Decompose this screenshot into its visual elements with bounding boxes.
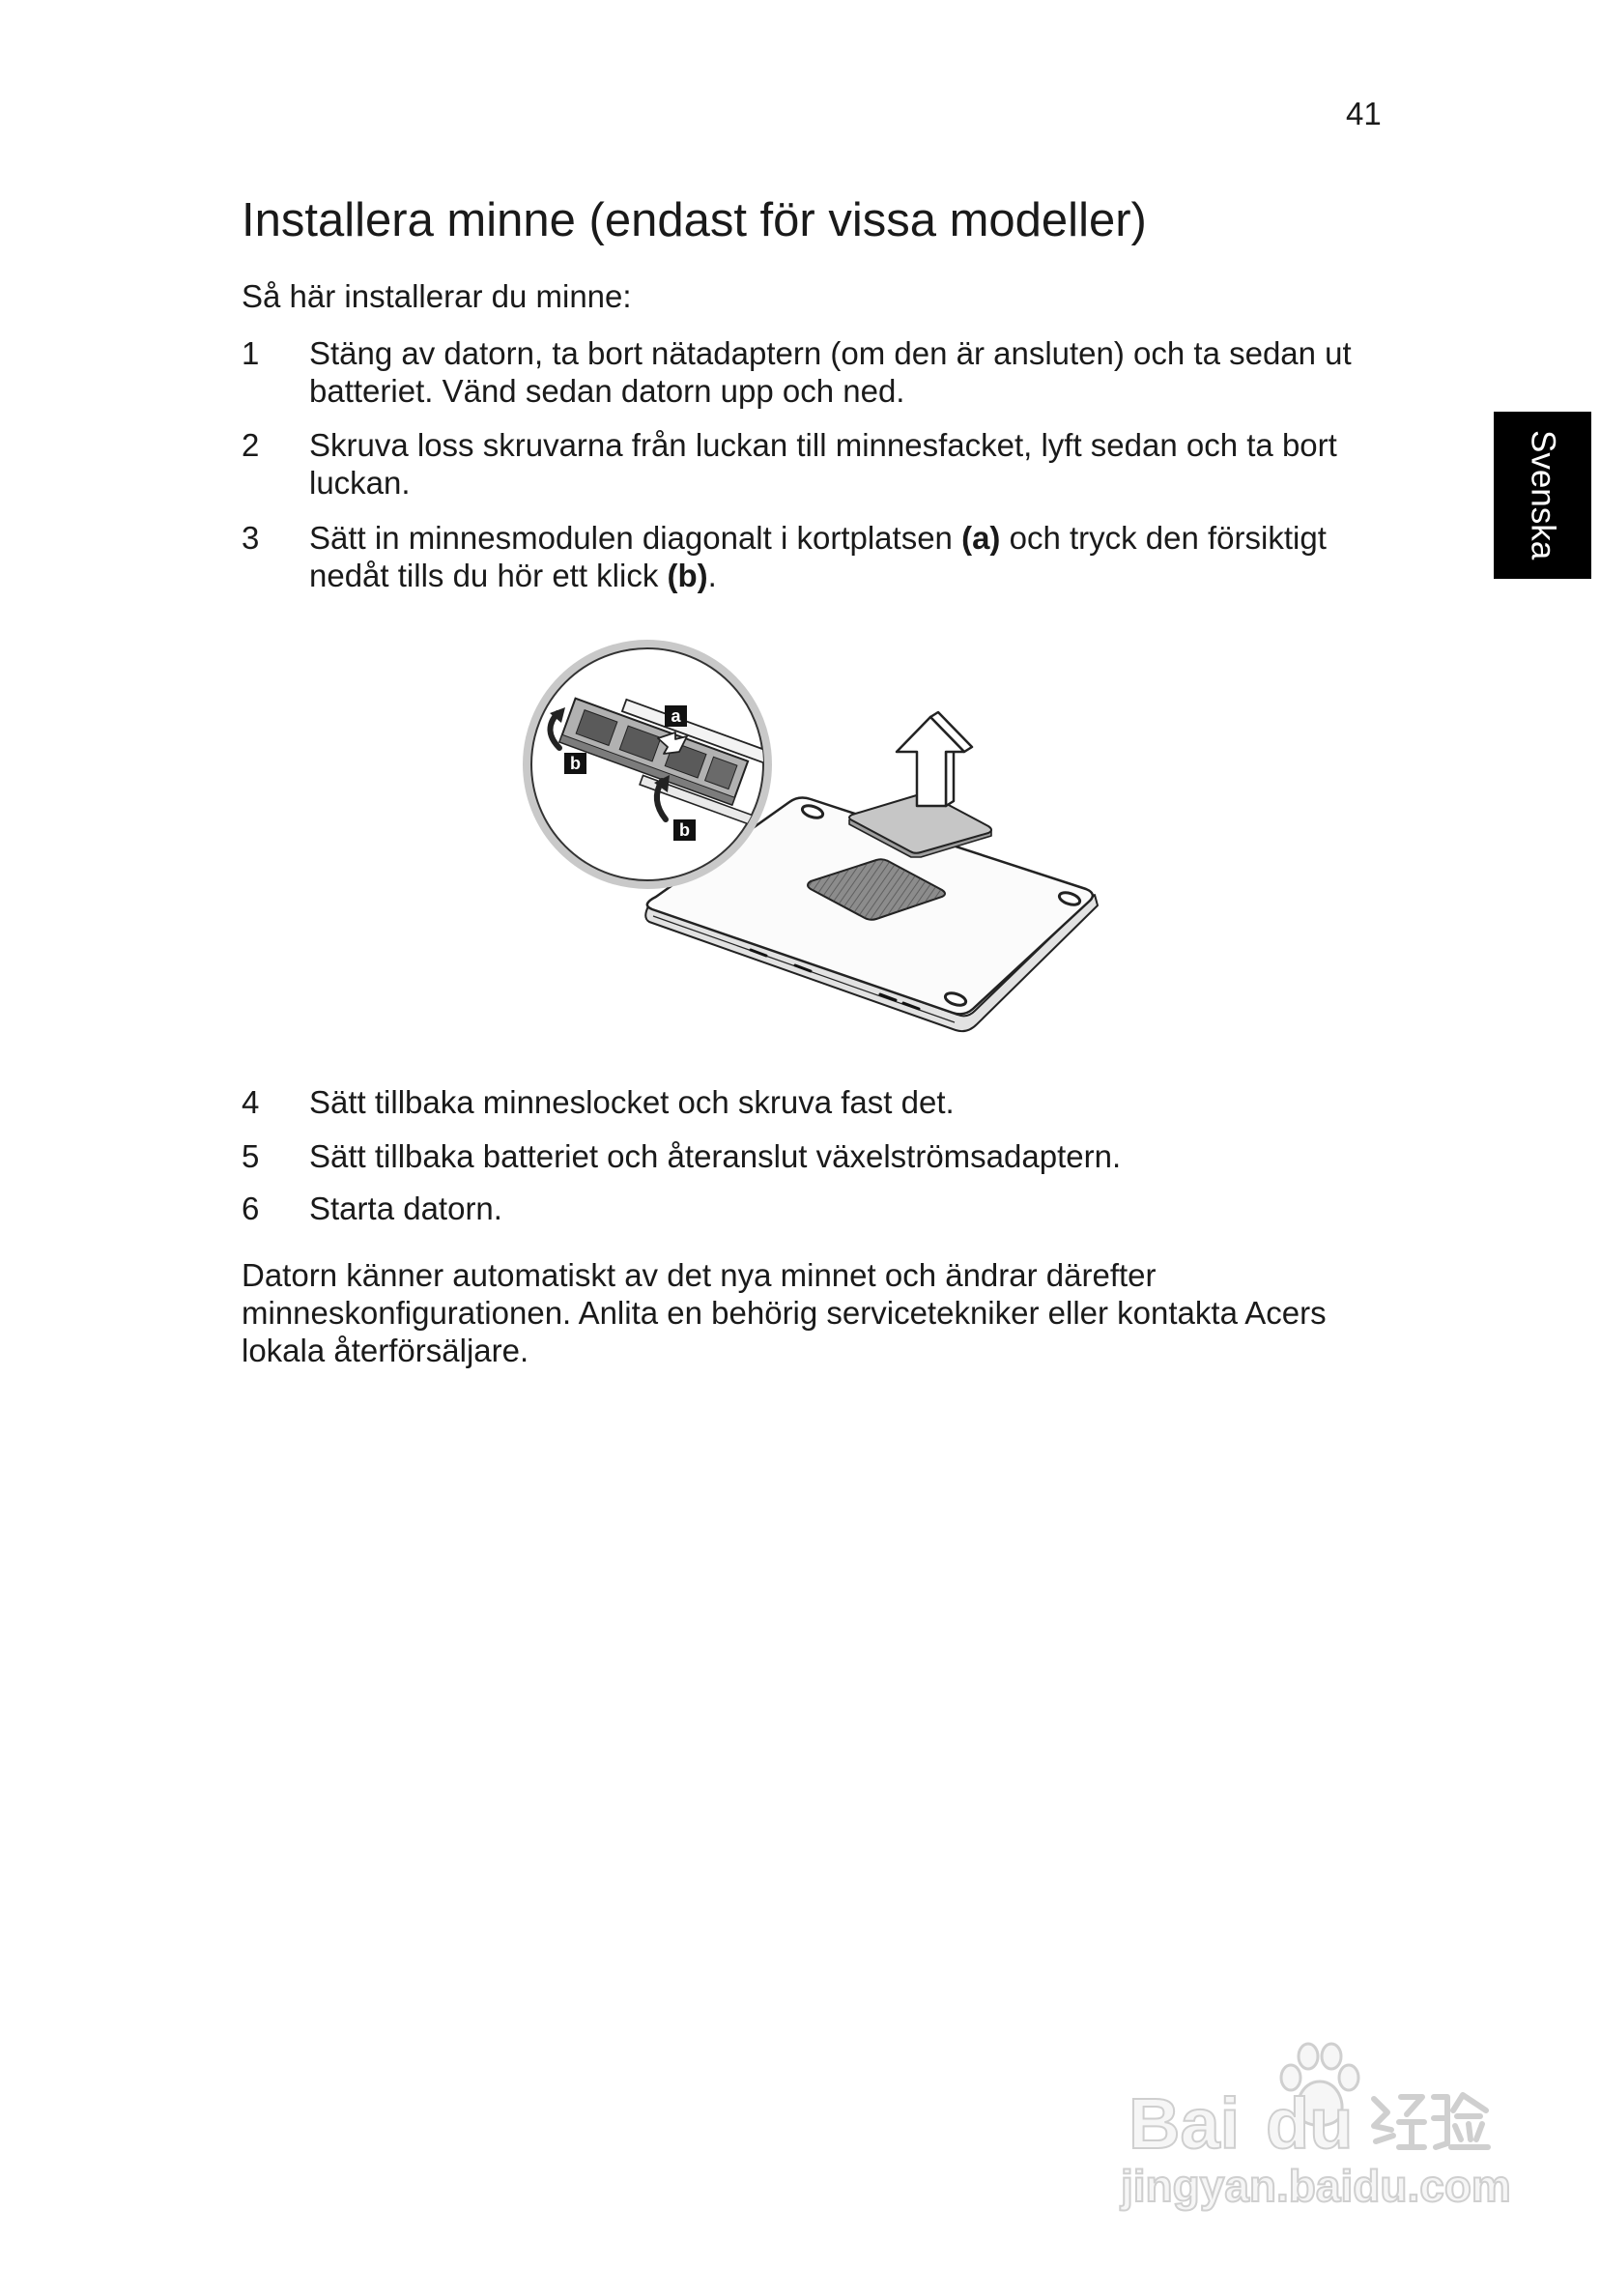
paragraph-line: minneskonfigurationen. Anlita en behörig servicetekniker eller kontakta Acers — [242, 1295, 1327, 1331]
step-text — [309, 426, 1440, 502]
step-text-segment: . — [707, 558, 717, 593]
step-line: luckan. — [309, 465, 411, 501]
up-arrow-icon — [897, 712, 972, 806]
label-b — [673, 819, 696, 841]
step-line: Sätt tillbaka minneslocket och skruva fast det. — [309, 1084, 955, 1120]
step-number: 4 — [242, 1084, 260, 1120]
step-text — [309, 334, 1440, 410]
step-number: 2 — [242, 427, 260, 463]
intro-line: Så här installerar du minne: — [242, 278, 632, 314]
step-4 — [242, 1083, 1440, 1121]
step-5 — [242, 1137, 1440, 1175]
step-text-segment: Sätt in minnesmodulen diagonalt i kortplatsen — [309, 520, 962, 556]
step-number: 5 — [242, 1138, 260, 1174]
language-tab-label: Svenska — [1524, 430, 1562, 560]
label-b — [564, 753, 586, 774]
language-tab — [1494, 412, 1591, 579]
memory-install-illustration — [521, 640, 1100, 1038]
step-line — [309, 519, 1440, 557]
step-text-segment: nedåt tills du hör ett klick — [309, 558, 668, 593]
step-1 — [242, 334, 1440, 410]
step-text-segment: och tryck den försiktigt — [1000, 520, 1327, 556]
step-6 — [242, 1190, 1440, 1227]
label-a — [665, 705, 687, 727]
intro-text — [242, 277, 1440, 315]
label-reference-b: (b) — [667, 558, 708, 593]
step-text — [309, 1137, 1440, 1175]
watermark-brand: du — [1266, 2083, 1354, 2164]
label-b-text: b — [679, 820, 690, 840]
label-b-text: b — [570, 754, 581, 773]
step-line: Sätt tillbaka batteriet och återanslut växelströmsadaptern. — [309, 1138, 1122, 1174]
paragraph-line: Datorn känner automatiskt av det nya minnet och ändrar därefter — [242, 1257, 1157, 1293]
step-text — [309, 519, 1440, 594]
step-3 — [242, 519, 1440, 594]
step-line: Stäng av datorn, ta bort nätadaptern (om den är ansluten) och ta sedan ut — [309, 335, 1352, 371]
page-number: 41 — [1346, 96, 1382, 131]
step-2 — [242, 426, 1440, 502]
step-number: 6 — [242, 1191, 260, 1226]
watermark-url: jingyan.baidu.com — [1121, 2161, 1511, 2211]
closing-paragraph — [242, 1256, 1440, 1369]
step-line: Starta datorn. — [309, 1191, 502, 1226]
step-text — [309, 1083, 1440, 1121]
step-number: 1 — [242, 335, 260, 371]
step-line: batteriet. Vänd sedan datorn upp och ned. — [309, 373, 905, 409]
step-line — [309, 557, 1440, 594]
step-line: Skruva loss skruvarna från luckan till minnesfacket, lyft sedan och ta bort — [309, 427, 1337, 463]
step-number: 3 — [242, 520, 260, 556]
step-text — [309, 1190, 1440, 1227]
paragraph-line: lokala återförsäljare. — [242, 1333, 529, 1368]
watermark-brand: Bai — [1129, 2083, 1241, 2164]
watermark-cjk-mark — [1366, 2087, 1492, 2155]
section-title: Installera minne (endast för vissa modeller) — [242, 194, 1147, 246]
label-a-text: a — [671, 706, 681, 726]
label-reference-a: (a) — [961, 520, 1001, 556]
